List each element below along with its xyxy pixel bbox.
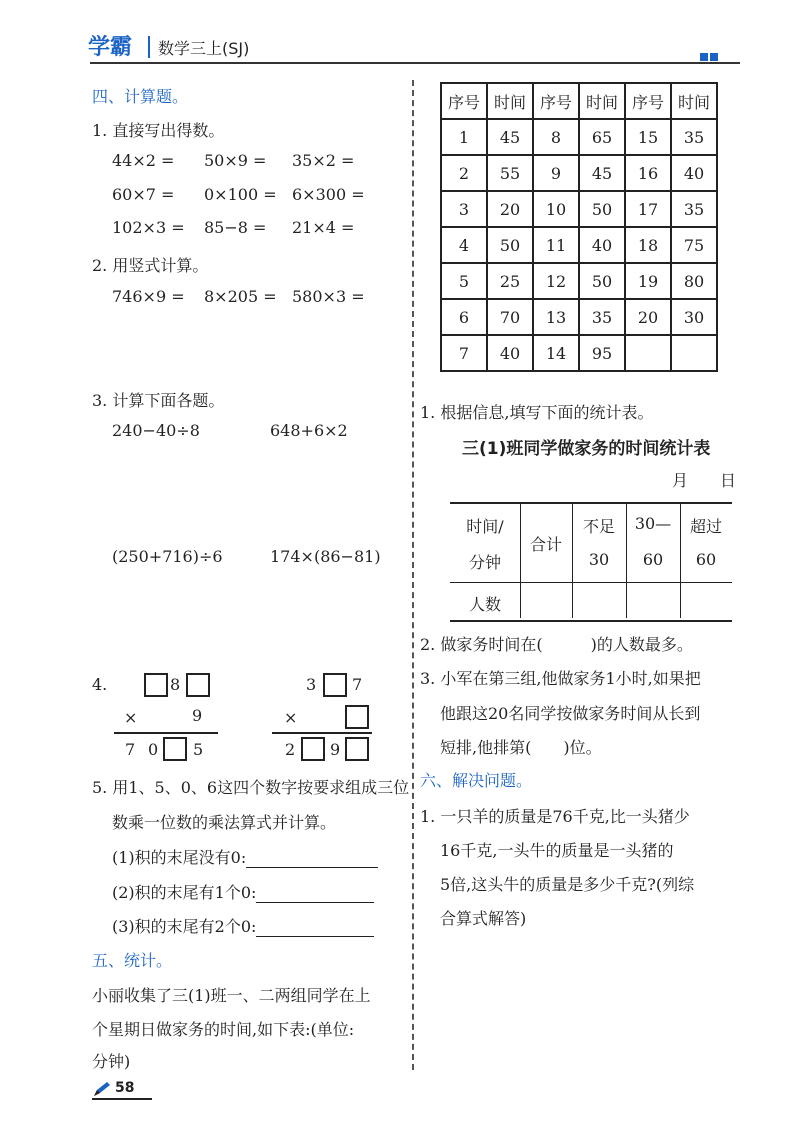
q2-item: 580×3 =: [292, 287, 365, 306]
stat-q3: 3. 小军在第三组,他做家务1小时,如果把: [420, 669, 701, 688]
header-separator: [148, 36, 150, 58]
stat-col-c2: 60: [642, 550, 664, 569]
table-row: [441, 119, 717, 155]
q5-text: 数乘一位数的乘法算式并计算。: [112, 813, 337, 832]
table-row: [441, 155, 717, 191]
stat-row-label: 人数: [468, 595, 501, 614]
q1-item: 60×7 =: [112, 185, 175, 204]
stat-col-c3: 60: [695, 550, 717, 569]
brand-logo: 学霸: [88, 35, 133, 60]
digit-blank-box[interactable]: [186, 673, 210, 697]
puzzle-digit: 0: [148, 740, 159, 759]
cell: 14: [533, 335, 579, 371]
q3-item: 174×(86−81): [270, 547, 381, 566]
cell: 13: [533, 299, 579, 335]
cell: 5: [441, 263, 487, 299]
puzzle-digit: 9: [192, 706, 203, 725]
q5-part: [112, 914, 374, 937]
pencil-icon: [92, 1080, 112, 1098]
q3-item: (250+716)÷6: [112, 547, 223, 566]
cell: 95: [579, 335, 625, 371]
multiply-sign: ×: [284, 708, 298, 727]
q4-label: 4.: [92, 675, 108, 694]
puzzle-digit: 5: [193, 740, 204, 759]
cell: 35: [671, 119, 717, 155]
cell: 10: [533, 191, 579, 227]
cell: 18: [625, 227, 671, 263]
stat-answer-cell[interactable]: [521, 583, 572, 618]
cell: 35: [579, 299, 625, 335]
stat-q3: 短排,他排第( )位。: [440, 738, 602, 757]
cell: 70: [487, 299, 533, 335]
digit-blank-box[interactable]: [301, 737, 325, 761]
stat-q3: 他跟这20名同学按做家务时间从长到: [440, 704, 701, 723]
data-table: [440, 82, 718, 372]
cell: 45: [487, 119, 533, 155]
answer-line[interactable]: [246, 849, 378, 868]
stats-intro: 分钟): [92, 1052, 131, 1071]
cell: 80: [671, 263, 717, 299]
q5-part: [112, 880, 374, 903]
section-stats-title: 五、统计。: [92, 951, 173, 970]
header-rule: [90, 62, 740, 64]
digit-blank-box[interactable]: [345, 705, 369, 729]
page-number: 58: [115, 1080, 135, 1096]
cell: 55: [487, 155, 533, 191]
puzzle-rule: [114, 732, 218, 734]
cell: [625, 335, 671, 371]
q5-part: [112, 845, 378, 868]
solve-q1: 1. 一只羊的质量是76千克,比一头猪少: [420, 807, 690, 826]
q5-part-label: (2)积的末尾有1个0:: [112, 883, 257, 902]
solve-q1: 5倍,这头牛的质量是多少千克?(列综: [440, 875, 695, 894]
q1-item: 85−8 =: [204, 218, 267, 237]
cell: 2: [441, 155, 487, 191]
header-cell: 序号: [625, 83, 671, 119]
table-row: [441, 227, 717, 263]
cell: 50: [487, 227, 533, 263]
stat-col-c1: 30: [588, 550, 610, 569]
answer-line[interactable]: [256, 884, 374, 903]
stat-col-c2: 30—: [634, 514, 672, 533]
stat-answer-cell[interactable]: [627, 583, 680, 618]
stat-col-time: 时间/: [466, 517, 504, 536]
q1-item: 50×9 =: [204, 151, 267, 170]
cell: 15: [625, 119, 671, 155]
puzzle-digit: 3: [306, 675, 317, 694]
cell: 50: [579, 191, 625, 227]
footer-rule: [92, 1098, 152, 1100]
cell: 40: [579, 227, 625, 263]
solve-q1: 16千克,一头牛的质量是一头猪的: [440, 841, 674, 860]
q3-item: 240−40÷8: [112, 421, 200, 440]
q5-text: 5. 用1、5、0、6这四个数字按要求组成三位: [92, 778, 410, 797]
puzzle-digit: 9: [330, 740, 341, 759]
cell: 65: [579, 119, 625, 155]
stat-table: [450, 502, 732, 622]
puzzle-digit: 2: [285, 740, 296, 759]
cell: 16: [625, 155, 671, 191]
cell: 40: [671, 155, 717, 191]
header-cell: 时间: [671, 83, 717, 119]
stat-col-c3: 超过: [689, 517, 722, 536]
stat-q1: 1. 根据信息,填写下面的统计表。: [420, 403, 654, 422]
header-cell: 时间: [579, 83, 625, 119]
cell: 40: [487, 335, 533, 371]
q1-title: 1. 直接写出得数。: [92, 121, 225, 140]
puzzle-digit: 7: [125, 740, 136, 759]
stats-intro: 个星期日做家务的时间,如下表:(单位:: [92, 1020, 355, 1039]
cell: 75: [671, 227, 717, 263]
header-cell: 序号: [533, 83, 579, 119]
cell: 25: [487, 263, 533, 299]
digit-blank-box[interactable]: [163, 737, 187, 761]
q1-item: 21×4 =: [292, 218, 355, 237]
multiply-sign: ×: [124, 708, 138, 727]
digit-blank-box[interactable]: [345, 737, 369, 761]
answer-line[interactable]: [256, 918, 374, 937]
table-row: [441, 263, 717, 299]
cell: 12: [533, 263, 579, 299]
section-solve-title: 六、解决问题。: [420, 771, 533, 790]
solve-q1: 合算式解答): [440, 909, 527, 928]
cell: 9: [533, 155, 579, 191]
stat-table-date: 月 日: [672, 471, 737, 490]
q3-item: 648+6×2: [270, 421, 348, 440]
cell: 20: [487, 191, 533, 227]
cell: 30: [671, 299, 717, 335]
stat-q2: 2. 做家务时间在( )的人数最多。: [420, 635, 693, 654]
table-row: [441, 191, 717, 227]
digit-blank-box[interactable]: [144, 673, 168, 697]
table-row: [441, 335, 717, 371]
puzzle-digit: 7: [352, 675, 363, 694]
cell: 4: [441, 227, 487, 263]
q1-item: 35×2 =: [292, 151, 355, 170]
cell: 8: [533, 119, 579, 155]
q1-item: 0×100 =: [204, 185, 277, 204]
column-divider: [412, 80, 414, 1070]
cell: 11: [533, 227, 579, 263]
q2-title: 2. 用竖式计算。: [92, 256, 209, 275]
cell: 7: [441, 335, 487, 371]
cell: 50: [579, 263, 625, 299]
cell: 6: [441, 299, 487, 335]
cell: 17: [625, 191, 671, 227]
q1-item: 6×300 =: [292, 185, 365, 204]
header-cell: 序号: [441, 83, 487, 119]
cell: 20: [625, 299, 671, 335]
stat-answer-cell[interactable]: [573, 583, 626, 618]
q1-item: 102×3 =: [112, 218, 185, 237]
section-calc-title: 四、计算题。: [92, 87, 189, 106]
header-subject: 数学三上(SJ): [158, 39, 250, 58]
table-row: [441, 299, 717, 335]
table-header-row: [441, 83, 717, 119]
cell: 45: [579, 155, 625, 191]
q3-title: 3. 计算下面各题。: [92, 391, 225, 410]
digit-blank-box[interactable]: [323, 673, 347, 697]
cell: 1: [441, 119, 487, 155]
cell: 19: [625, 263, 671, 299]
header-decoration: [700, 46, 730, 54]
stat-table-title: 三(1)班同学做家务的时间统计表: [462, 439, 711, 459]
stat-answer-cell[interactable]: [681, 583, 732, 618]
header-cell: 时间: [487, 83, 533, 119]
q2-item: 746×9 =: [112, 287, 185, 306]
cell: 3: [441, 191, 487, 227]
q2-item: 8×205 =: [204, 287, 277, 306]
puzzle-digit: 8: [170, 675, 181, 694]
q5-part-label: (1)积的末尾没有0:: [112, 848, 247, 867]
puzzle-rule: [272, 732, 372, 734]
q1-item: 44×2 =: [112, 151, 175, 170]
stat-col-time: 分钟: [468, 553, 501, 572]
stat-col-c1: 不足: [582, 517, 615, 536]
stats-intro: 小丽收集了三(1)班一、二两组同学在上: [92, 986, 371, 1005]
cell: 35: [671, 191, 717, 227]
cell: [671, 335, 717, 371]
stat-col-total: 合计: [529, 535, 562, 554]
q5-part-label: (3)积的末尾有2个0:: [112, 917, 257, 936]
